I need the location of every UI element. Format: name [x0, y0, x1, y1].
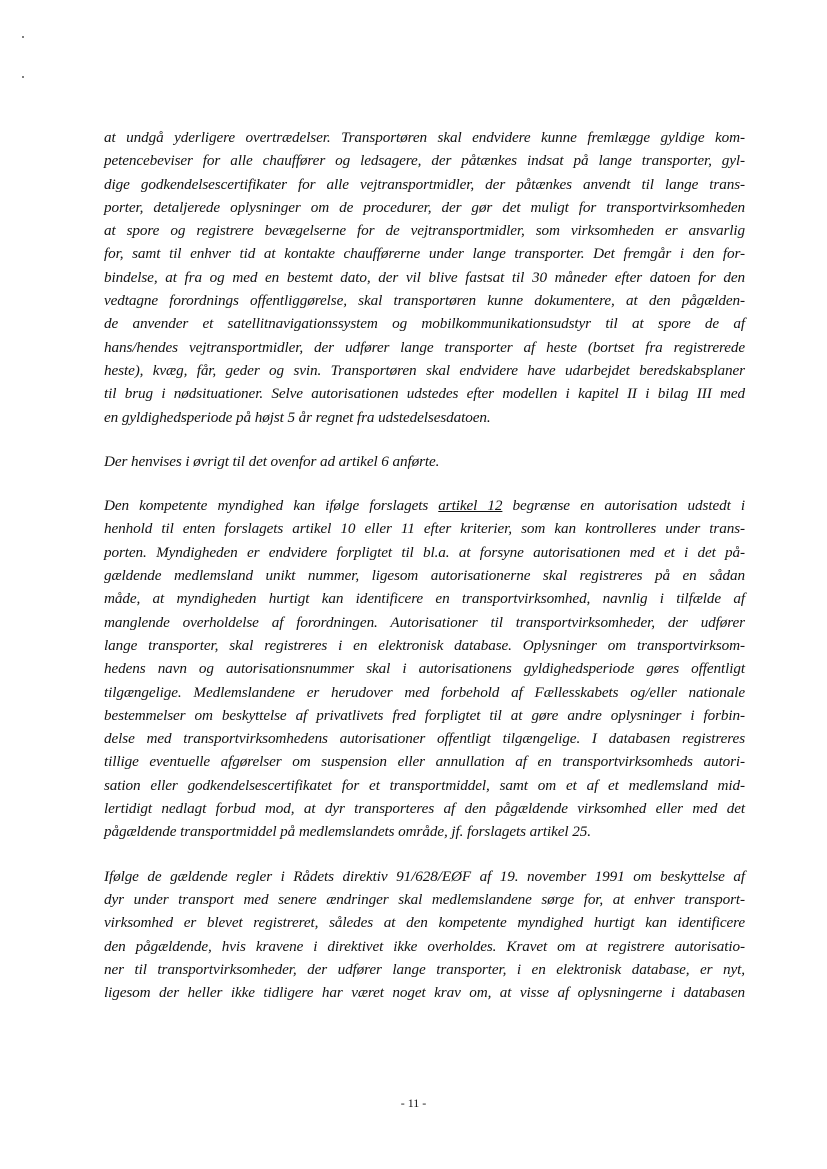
text-line: tillige eventuelle afgørelser om suspension eller annullation af en transportvirksomheds autori-: [104, 753, 745, 771]
text-line: til brug i nødsituationer. Selve autorisationen udstedes efter modellen i kapitel II i bilag III med: [104, 385, 745, 403]
text-line: hedens navn og autorisationsnummer skal i autorisationens gyldighedsperiode gøres offentligt: [104, 660, 745, 678]
scan-speck: [22, 76, 24, 78]
text-line: henhold til enten forslagets artikel 10 eller 11 efter kriterier, som kan kontrolleres under trans-: [104, 520, 745, 538]
text-line: dige godkendelsescertifikater for alle vejtransportmidler, der påtænkes anvendt til lange trans-: [104, 175, 745, 193]
text-line: lange transporter, skal registreres i en elektronisk database. Oplysninger om transportvirksom-: [104, 636, 745, 654]
text-line: en gyldighedsperiode på højst 5 år regnet fra udstedelsesdatoen.: [104, 408, 491, 426]
paragraph-3: [104, 494, 745, 843]
paragraph-2: [104, 450, 745, 473]
text-line: heste), kvæg, får, geder og svin. Transportøren skal endvidere have udarbejdet beredskabsplaner: [104, 361, 745, 379]
body-text: [104, 126, 745, 1025]
text-line: virksomhed er blevet registreret, således at den kompetente myndighed hurtigt kan identificere: [104, 914, 745, 932]
text-line: de anvender et satellitnavigationssystem og mobilkommunikationsudstyr til at spore de af: [104, 315, 745, 333]
text-line: delse med transportvirksomhedens autorisationer offentligt tilgængelige. I databasen registreres: [104, 730, 745, 748]
text-line: manglende overholdelse af forordningen. Autorisationer til transportvirksomheder, der udfører: [104, 613, 745, 631]
text-line: tilgængelige. Medlemslandene er herudover med forbehold af Fællesskabets og/eller nationale: [104, 683, 745, 701]
paragraph-1: [104, 126, 745, 429]
text-line: Ifølge de gældende regler i Rådets direktiv 91/628/EØF af 19. november 1991 om beskyttelse af: [104, 867, 745, 885]
text-line: porten. Myndigheden er endvidere forpligtet til bl.a. at forsyne autorisationen med et i det på-: [104, 543, 745, 561]
text-line: hans/hendes vejtransportmidler, der udfører lange transporter af heste (bortset fra registrerede: [104, 338, 745, 356]
scan-speck: [22, 36, 24, 38]
text-line: vedtagne forordnings offentliggørelse, skal transportøren kunne dokumentere, at den pågælden-: [104, 292, 745, 310]
text-line: at spore og registrere bevægelserne for de vejtransportmidler, som virksomheden er ansvarlig: [104, 222, 745, 240]
text-line: [104, 494, 745, 517]
text-line: sation eller godkendelsescertifikatet for et transportmiddel, samt om et af et medlemsland mid-: [104, 776, 745, 794]
text-segment: begrænse en autorisation udstedt i: [502, 497, 745, 515]
text-line: den pågældende, hvis kravene i direktivet ikke overholdes. Kravet om at registrere autorisatio-: [104, 937, 745, 955]
text-line: gældende medlemsland unikt nummer, ligesom autorisationerne skal registreres på en sådan: [104, 567, 745, 585]
paragraph-4: [104, 865, 745, 1005]
page-number: - 11 -: [400, 1096, 427, 1110]
text-line: lertidigt nedlagt forbud mod, at dyr transporteres af den pågældende virksomhed eller med det: [104, 800, 745, 818]
text-line: ner til transportvirksomheder, der udfører lange transporter, i en elektronisk database, er nyt,: [104, 960, 745, 978]
text-segment: Den kompetente myndighed kan ifølge forslagets: [104, 497, 439, 515]
text-line: måde, at myndigheden hurtigt kan identificere en transportvirksomhed, navnlig i tilfælde af: [104, 590, 745, 608]
text-line: pågældende transportmiddel på medlemslandets område, jf. forslagets artikel 25.: [104, 823, 591, 841]
text-line: for, samt til enhver tid at kontakte chaufførerne under lange transporter. Det fremgår i den for-: [104, 245, 745, 263]
article-12-reference: artikel 12: [438, 497, 503, 515]
text-line: at undgå yderligere overtrædelser. Transportøren skal endvidere kunne fremlægge gyldige kom-: [104, 129, 745, 146]
text-line: dyr under transport med senere ændringer skal medlemslandene sørge for, at enhver transport-: [104, 890, 745, 908]
text-line: porter, detaljerede oplysninger om de procedurer, der gør det muligt for transportvirksomheden: [104, 198, 745, 216]
text-line: Der henvises i øvrigt til det ovenfor ad artikel 6 anførte.: [104, 452, 440, 470]
text-line: bestemmelser om beskyttelse af privatlivets fred forpligtet til at gøre andre oplysninger i forbin-: [104, 706, 745, 724]
text-line: ligesom der heller ikke tidligere har været noget krav om, at visse af oplysningerne i databasen: [104, 984, 745, 1002]
text-line: petencebeviser for alle chauffører og ledsagere, der påtænkes indsat på lange transporter, gyl-: [104, 152, 745, 170]
text-line: bindelse, at fra og med en bestemt dato, der vil blive fastsat til 30 måneder efter datoen for den: [104, 268, 745, 286]
